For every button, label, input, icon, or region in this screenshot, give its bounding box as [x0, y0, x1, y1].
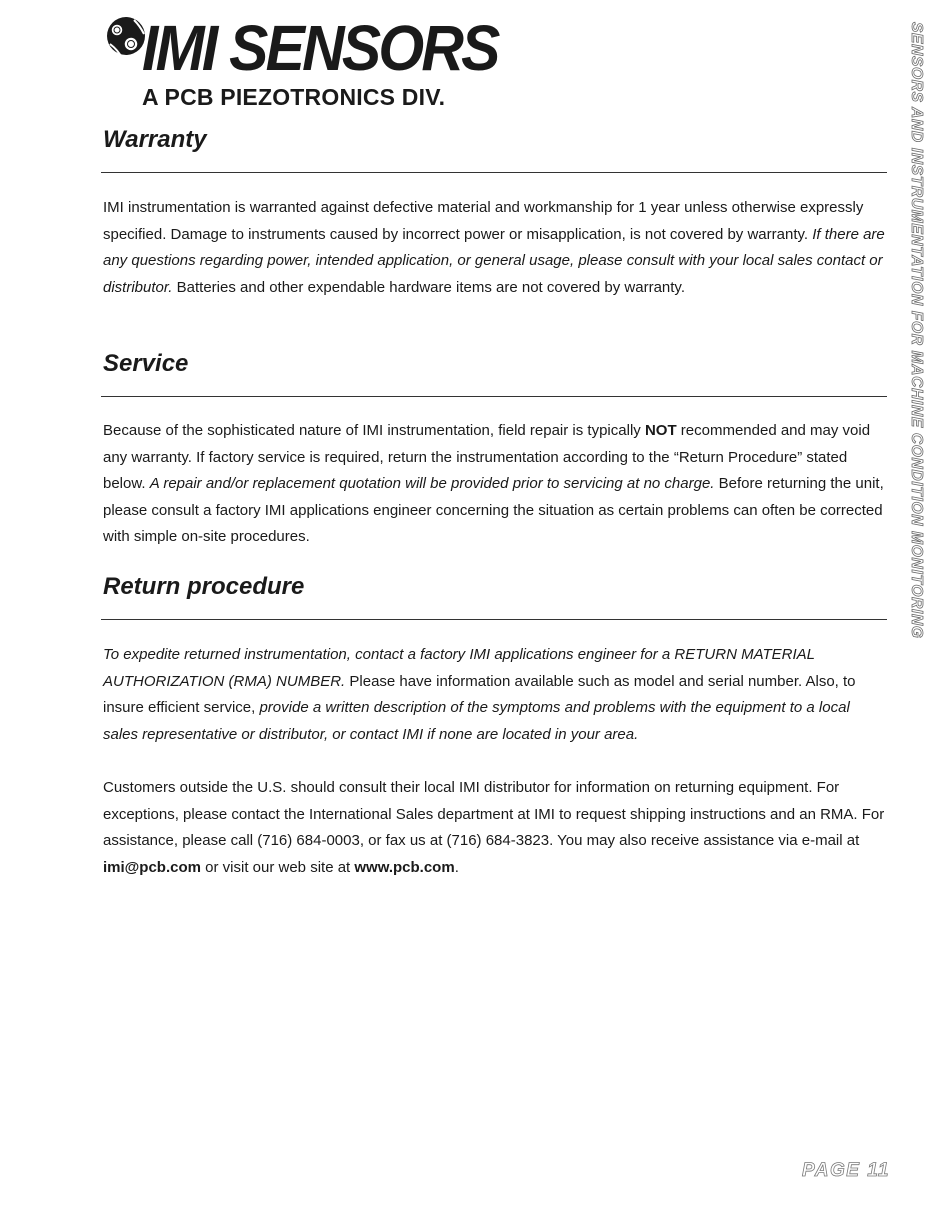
warranty-title: Warranty	[103, 126, 207, 153]
sidebar-tagline: SENSORS AND INSTRUMENTATION FOR MACHINE CONDITION MONITORING	[908, 22, 925, 639]
return-paragraph-1	[103, 642, 887, 748]
section-divider	[101, 619, 887, 620]
service-paragraph	[103, 418, 887, 551]
brand-division: A PCB PIEZOTRONICS DIV.	[142, 84, 446, 110]
service-text-bold: NOT	[644, 422, 677, 439]
return-text-italic-1: To expedite returned instrumentation, contact a factory IMI applications engineer for a RETURN MATERIAL AUTHORIZATION (RMA) NUMBER.	[103, 646, 815, 690]
section-divider	[101, 172, 887, 173]
service-text-italic: A repair and/or replacement quotation will be provided prior to servicing at no charge.	[149, 475, 715, 492]
brand-wordmark: IMI SENSORS	[142, 12, 498, 84]
imi-sensors-logo	[104, 12, 498, 112]
warranty-text-a: IMI instrumentation is warranted against defective material and workmanship for 1 year unless otherwise expressly specified. Damage to instruments caused by incorrect power or misapplication, is not covered by warranty.	[103, 199, 864, 243]
return-paragraph-2	[103, 775, 887, 881]
warranty-text-italic: If there are any questions regarding power, intended application, or general usage, please consult with your local sales contact or distributor.	[103, 225, 885, 296]
return-text-p2-a: Customers outside the U.S. should consult their local IMI distributor for information on returning equipment. For exceptions, please contact the International Sales department at IMI to request shipping instructions and an RMA. For assistance, please call (716) 684-0003, or fax us at (716) 684-3823. You may also receive assistance via e-mail at	[103, 779, 885, 849]
warranty-text-b: Batteries and other expendable hardware items are not covered by warranty.	[172, 278, 685, 296]
service-text-a: Because of the sophisticated nature of IMI instrumentation, field repair is typically	[103, 422, 645, 439]
section-divider	[101, 396, 887, 397]
service-text-b: recommended and may void any warranty. If factory service is required, return the instrumentation according to the “Return Procedure” stated below.	[103, 422, 871, 492]
return-text-p2-b: or visit our web site at	[200, 858, 355, 876]
service-title: Service	[103, 350, 189, 377]
service-text-c: Before returning the unit, please consult a factory IMI applications engineer concerning the situation as certain problems can often be corrected with simple on-site procedures.	[103, 475, 884, 545]
return-text-a: Please have information available such as model and serial number. Also, to insure efficient service,	[103, 672, 856, 716]
website-link[interactable]: www.pcb.com	[354, 858, 455, 876]
return-text-italic-2: provide a written description of the symptoms and problems with the equipment to a local sales representative or distributor, or contact IMI if none are located in your area.	[103, 699, 850, 743]
email-link[interactable]: imi@pcb.com	[103, 858, 201, 876]
return-text-p2-c: .	[454, 858, 459, 876]
page-number: PAGE 11	[802, 1160, 890, 1181]
warranty-paragraph	[103, 195, 887, 301]
return-procedure-title: Return procedure	[103, 573, 305, 600]
